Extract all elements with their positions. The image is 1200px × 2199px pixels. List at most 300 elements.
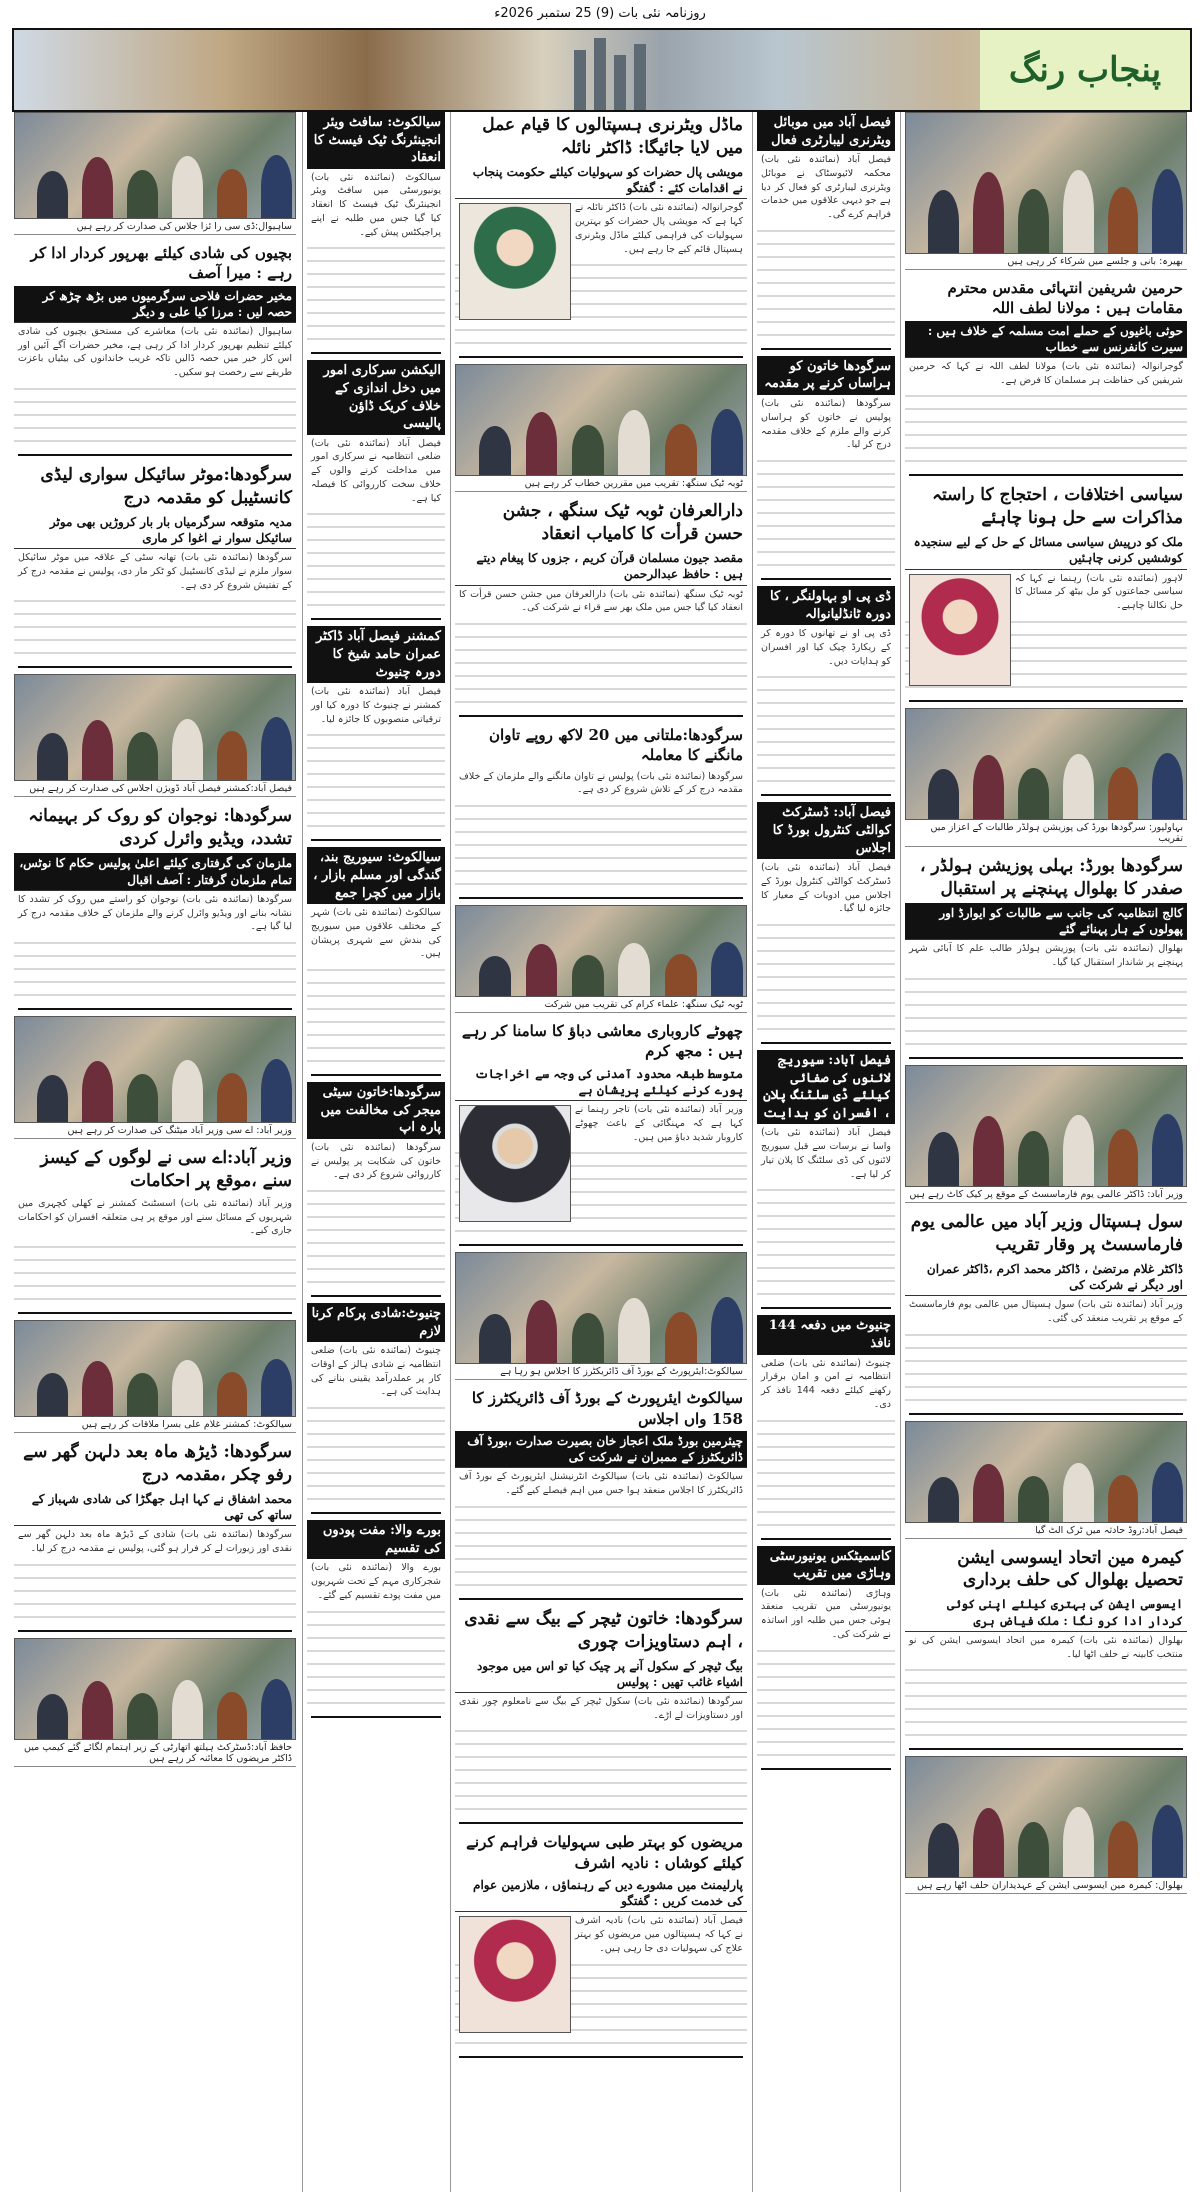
person-figure-icon [217, 1073, 248, 1122]
subheadline: ڈاکٹر غلام مرتضیٰ ، ڈاکٹر محمد اکرم ،ڈاکٹر عمران اور دیگر نے شرکت کی [905, 1259, 1187, 1296]
person-figure-icon [37, 1373, 68, 1416]
person-figure-icon [526, 412, 558, 476]
headline: مریضوں کو بہتر طبی سہولیات فراہم کرنے کیلئے کوشاں : نادیہ اشرف [466, 1833, 743, 1872]
article-body: وزیر آباد (نمائندہ نئی بات) سول ہسپتال میں عالمی یوم فارماسسٹ کے موقع پر تقریب منعقد کی گئی۔ [909, 1298, 1183, 1324]
article [307, 112, 445, 354]
person-figure-icon [479, 426, 511, 476]
headline: سیالکوٹ: سافٹ ویئر انجینئرنگ ٹیک فیسٹ کا انعقاد [307, 112, 445, 169]
portrait-photo [459, 1916, 571, 2033]
article-body: وہاڑی (نمائندہ نئی بات) یونیورسٹی میں تقریب منعقد ہوئی جس میں طلبہ اور اساتذہ نے شرکت کی۔ [761, 1587, 891, 1640]
person-figure-icon [82, 1061, 113, 1122]
headline: سیالکوٹ: سیوریج بند، گندگی اور مسلم بازار ، بازار میں کچرا جمع [307, 847, 445, 904]
divider [459, 1598, 743, 1600]
person-figure-icon [217, 1372, 248, 1417]
person-figure-icon [172, 1680, 203, 1739]
article [14, 803, 296, 1010]
divider [459, 1244, 743, 1246]
person-figure-icon [665, 424, 697, 476]
article-body-continued [757, 224, 895, 345]
article-body: چنیوٹ (نمائندہ نئی بات) ضلعی انتظامیہ نے امن و امان برقرار رکھنے کیلئے دفعہ 144 نافذ کر دی۔ [761, 1357, 891, 1410]
photo-block [455, 905, 747, 1013]
article-body-continued [455, 617, 747, 712]
photo-caption: بھیرہ: بانی و جلسے میں شرکاء کر رہی ہیں [905, 254, 1187, 270]
person-figure-icon [572, 955, 604, 996]
article [905, 482, 1187, 702]
article [14, 241, 296, 456]
article-body: ساہیوال (نمائندہ نئی بات) معاشرے کی مستحق بچیوں کی شادی کیلئے تنظیم بھرپور کردار ادا کر رہی ہے، مخیر حضرات آگے آئیں اور اس کار خیر میں حصہ ڈالیں تاکہ غریب خاندانوں کی بیٹیاں باعزت طریقے سے رخصت ہو سکیں۔ [18, 325, 292, 379]
person-figure-icon [1108, 1129, 1139, 1185]
article-body: سیالکوٹ (نمائندہ نئی بات) سیالکوٹ انٹرنیشنل ایئرپورٹ کے بورڈ آف ڈائریکٹرز کا اجلاس منعقد ہوا جس میں اہم فیصلے کیے گئے۔ [459, 1471, 743, 1496]
person-figure-icon [217, 731, 248, 780]
masthead-banner [12, 28, 1192, 112]
person-figure-icon [217, 169, 248, 218]
person-figure-icon [973, 172, 1004, 253]
person-figure-icon [1018, 1131, 1049, 1186]
headline: ماڈل ویٹرنری ہسپتالوں کا قیام عمل میں لایا جائیگا: ڈاکٹر نائلہ [482, 115, 743, 158]
photo-block [14, 112, 296, 235]
photo-block [905, 708, 1187, 847]
person-figure-icon [973, 1116, 1004, 1186]
person-figure-icon [1063, 1463, 1094, 1522]
article [455, 112, 747, 358]
article [455, 1606, 747, 1825]
news-photo [14, 1638, 296, 1740]
article-body-continued [757, 1183, 895, 1304]
divider [311, 1716, 441, 1718]
person-figure-icon [172, 1360, 203, 1416]
silo-icon [574, 50, 586, 110]
person-figure-icon [1018, 189, 1049, 253]
person-figure-icon [1063, 1115, 1094, 1186]
person-figure-icon [127, 1074, 158, 1122]
article-body: سرگودھا (نمائندہ نئی بات) پولیس نے تاوان مانگنے والے ملزمان کے خلاف مقدمہ درج کر کے تلاش شروع کر دی ہے۔ [459, 770, 743, 796]
photo-caption: حافظ آباد:ڈسٹرکٹ ہیلتھ اتھارٹی کے زیر اہتمام لگائے گئے کیمپ میں ڈاکٹر مریضوں کا معائنہ کر رہے ہیں [14, 1740, 296, 1767]
photo-block [905, 112, 1187, 270]
person-figure-icon [1108, 187, 1139, 253]
news-photo [14, 1016, 296, 1123]
person-figure-icon [711, 409, 743, 475]
article [905, 1209, 1187, 1415]
person-figure-icon [1018, 768, 1049, 819]
divider [18, 1312, 292, 1314]
article [14, 1145, 296, 1314]
headline: کاسمیٹکس یونیورسٹی وہاڑی میں تقریب [757, 1546, 895, 1585]
headline: سرگودھا: خاتون ٹیچر کے بیگ سے نقدی ، اہم دستاویزات چوری [464, 1608, 743, 1652]
divider [909, 1057, 1183, 1059]
article-body: سیالکوٹ (نمائندہ نئی بات) شہر کے مختلف علاقوں میں سیوریج کی بندش سے شہری پریشان ہیں۔ [311, 907, 441, 960]
article-body-continued [14, 1558, 296, 1627]
photo-block [905, 1756, 1187, 1894]
headline: فیصل آباد: سیوریج لائنوں کی صفائی کیلئے ڈی سلٹنگ پلان ، افسران کو ہدایت [757, 1050, 895, 1124]
divider [459, 1822, 743, 1824]
divider [459, 356, 743, 358]
article [757, 1315, 895, 1539]
person-figure-icon [1152, 169, 1183, 253]
divider [18, 1630, 292, 1632]
person-figure-icon [37, 171, 68, 218]
divider [311, 839, 441, 841]
photo-caption: بھلوال: کیمرہ مین ایسوسی ایشن کے عہدیداران حلف اٹھا رہے ہیں [905, 1878, 1187, 1894]
divider [909, 1413, 1183, 1415]
article-body-continued [455, 1500, 747, 1595]
news-photo [455, 1252, 747, 1364]
divider [459, 2056, 743, 2058]
photo-caption: سیالکوٹ: کمشنر غلام علی بسرا ملاقات کر رہے ہیں [14, 1417, 296, 1433]
headline: کمشنر فیصل آباد ڈاکٹر عمران حامد شیخ کا دورہ چنیوٹ [307, 626, 445, 683]
photo-caption: ٹوبہ ٹیک سنگھ: علماء کرام کی تقریب میں شرکت [455, 997, 747, 1013]
subheadline: چیئرمین بورڈ ملک اعجاز خان بصیرت صدارت ،بورڈ آف ڈائریکٹرز کے ممبران نے شرکت کی [455, 1431, 747, 1468]
silo-icon [634, 44, 646, 110]
article-body: بھلوال (نمائندہ نئی بات) پوزیشن ہولڈر طالب علم کا آبائی شہر پہنچنے پر شاندار استقبال کیا گیا۔ [909, 943, 1183, 968]
person-figure-icon [526, 1300, 558, 1364]
article-body: گوجرانوالہ (نمائندہ نئی بات) مولانا لطف اللہ نے کہا کہ حرمین شریفین کی حفاظت ہر مسلمان کا فرض ہے۔ [909, 360, 1183, 386]
person-figure-icon [1108, 767, 1139, 819]
article-body-continued [757, 918, 895, 1039]
person-figure-icon [618, 943, 650, 996]
divider [909, 700, 1183, 702]
article [455, 1019, 747, 1246]
person-figure-icon [261, 1059, 292, 1122]
headline: سیالکوٹ ایئرپورٹ کے بورڈ آف ڈائریکٹرز کا 158 واں اجلاس [471, 1389, 743, 1428]
photo-caption: ٹوبہ ٹیک سنگھ: تقریب میں مقررین خطاب کر رہے ہیں [455, 476, 747, 492]
headline: سرگودھا:ملتانی میں 20 لاکھ روپے تاوان مانگنے کا معاملہ [489, 726, 743, 765]
article-body-continued [757, 1644, 895, 1765]
article-body-continued [14, 382, 296, 451]
person-figure-icon [618, 410, 650, 475]
subheadline: مویشی پال حضرات کو سہولیات کیلئے حکومت پنجاب نے اقدامات کئے : گفتگو [455, 162, 747, 199]
column-3 [450, 112, 751, 2192]
person-figure-icon [479, 1314, 511, 1364]
subheadline: ملزمان کی گرفتاری کیلئے اعلیٰ پولیس حکام کا نوٹس، تمام ملزمان گرفتار : آصف اقبال [14, 853, 296, 890]
article-body-continued [455, 1724, 747, 1819]
article-body: فیصل آباد (نمائندہ نئی بات) نادیہ اشرف نے کہا کہ ہسپتالوں میں مریضوں کو بہتر علاج کی سہولیات دی جا رہی ہیں۔ [575, 1915, 743, 1954]
article [455, 1386, 747, 1599]
article [905, 853, 1187, 1059]
article-body-continued [757, 1414, 895, 1535]
article-body: فیصل آباد (نمائندہ نئی بات) کمشنر نے چنیوٹ کا دورہ کیا اور ترقیاتی منصوبوں کا جائزہ لیا۔ [311, 686, 441, 725]
person-figure-icon [127, 170, 158, 218]
headline: سرگودھا بورڈ: بہلی پوزیشن ہولڈر ، صفدر کا بھلوال پہنچنے پر استقبال [920, 855, 1183, 899]
article [757, 112, 895, 350]
divider [311, 1512, 441, 1514]
person-figure-icon [172, 156, 203, 218]
news-photo [455, 905, 747, 997]
person-figure-icon [711, 942, 743, 996]
photo-caption: ساہیوال:ڈی سی را ئزا جلاس کی صدارت کر رہے ہیں [14, 219, 296, 235]
headline: فیصل آباد: ڈسٹرکٹ کوالٹی کنٹرول بورڈ کا اجلاس [757, 802, 895, 859]
divider [761, 1538, 891, 1540]
photo-block [14, 1320, 296, 1433]
article [307, 1520, 445, 1717]
article [905, 1545, 1187, 1751]
person-figure-icon [572, 425, 604, 476]
news-photo [905, 1421, 1187, 1523]
person-figure-icon [127, 1693, 158, 1739]
article-body: وزیر آباد (نمائندہ نئی بات) تاجر رہنما نے کہا ہے کہ مہنگائی کے باعث چھوٹے کاروبار شدید دباؤ میں ہیں۔ [575, 1104, 743, 1143]
subheadline: حوثی باغیوں کے حملے امت مسلمہ کے خلاف ہیں : سیرت کانفرنس سے خطاب [905, 321, 1187, 358]
headline: دارالعرفان ٹوبہ ٹیک سنگھ ، جشن حسن قرأت کا کامیاب انعقاد [502, 501, 743, 545]
article-body-continued [307, 728, 445, 836]
article [307, 1082, 445, 1297]
divider [761, 1307, 891, 1309]
person-figure-icon [127, 732, 158, 780]
news-photo [14, 112, 296, 219]
portrait-photo [459, 203, 571, 320]
person-figure-icon [1152, 753, 1183, 819]
section-logo [980, 30, 1190, 110]
article [905, 276, 1187, 476]
headline: چنیوٹ میں دفعہ 144 نافذ [757, 1315, 895, 1354]
article [757, 1050, 895, 1309]
person-figure-icon [1018, 1822, 1049, 1877]
divider [459, 715, 743, 717]
headline: سیاسی اختلافات ، احتجاج کا راستہ مذاکرات سے حل ہونا چاہئے [932, 485, 1183, 529]
article [757, 802, 895, 1044]
article-body-continued [757, 454, 895, 575]
person-figure-icon [618, 1298, 650, 1363]
headline: وزیر آباد:اے سی نے لوگوں کے کیسز سنے ،موقع پر احکامات [40, 1148, 292, 1191]
news-photo [14, 1320, 296, 1417]
person-figure-icon [172, 1060, 203, 1122]
divider [761, 1768, 891, 1770]
person-figure-icon [479, 956, 511, 997]
article-body-continued [455, 799, 747, 894]
silo-icon [594, 38, 606, 110]
article-body: لاہور (نمائندہ نئی بات) رہنما نے کہا کہ سیاسی جماعتوں کو مل بیٹھ کر مسائل کا حل نکالنا چاہیے۔ [1015, 572, 1183, 612]
person-figure-icon [82, 720, 113, 781]
article [757, 356, 895, 580]
divider [909, 1748, 1183, 1750]
article-body-continued [14, 936, 296, 1005]
news-photo [14, 674, 296, 781]
article-body: گوجرانوالہ (نمائندہ نئی بات) ڈاکٹر نائلہ نے کہا ہے کہ مویشی پال حضرات کو بہترین سہولیات کی فراہمی کیلئے ماڈل ویٹرنری ہسپتال قائم کیے جا رہے ہیں۔ [575, 202, 743, 255]
article-body: سرگودھا (نمائندہ نئی بات) سکول ٹیچر کے بیگ سے نامعلوم چور نقدی اور دستاویزات لے اڑے۔ [459, 1695, 743, 1721]
column-5 [900, 112, 1191, 2192]
person-figure-icon [928, 769, 959, 819]
headline: سرگودھا خاتون کو ہراساں کرنے پر مقدمہ [757, 356, 895, 395]
photo-block [905, 1065, 1187, 1203]
photo-caption: فیصل آباد:روڈ حادثہ میں ٹرک الٹ گیا [905, 1523, 1187, 1539]
person-figure-icon [973, 1464, 1004, 1522]
headline: سول ہسپتال وزیر آباد میں عالمی یوم فارماسسٹ پر وقار تقریب [910, 1211, 1183, 1255]
headline: سرگودھا: نوجوان کو روک کر بہیمانہ تشدد، ویڈیو وائرل کردی [28, 806, 292, 850]
person-figure-icon [1063, 170, 1094, 253]
news-photo [455, 364, 747, 476]
person-figure-icon [1108, 1475, 1139, 1522]
article [14, 1439, 296, 1632]
divider [18, 454, 292, 456]
person-figure-icon [928, 1823, 959, 1877]
article-body: ڈی پی او نے تھانوں کا دورہ کر کے ریکارڈ چیک کیا اور افسران کو ہدایات دیں۔ [761, 628, 891, 667]
person-figure-icon [127, 1373, 158, 1417]
article-body: بھلوال (نمائندہ نئی بات) کیمرہ مین اتحاد ایسوسی ایشن کی نو منتخب کابینہ نے حلف اٹھا لیا۔ [909, 1634, 1183, 1660]
subheadline: متوسط طبقہ محدود آمدنی کی وجہ سے اخراجات پورے کرنے کیلئے پریشان ہے [455, 1064, 747, 1101]
photo-caption: بہاولپور: سرگودھا بورڈ کی پوزیشن ہولڈر طالبات کے اعزاز میں تقریب [905, 820, 1187, 847]
portrait-photo [909, 574, 1011, 686]
person-figure-icon [572, 1313, 604, 1364]
divider [459, 897, 743, 899]
person-figure-icon [1152, 1462, 1183, 1522]
headline: حرمین شریفین انتہائی مقدس محترم مقامات ہیں : مولانا لطف اللہ [947, 279, 1183, 318]
headline: چھوٹے کاروباری معاشی دباؤ کا سامنا کر رہے ہیں : مجھ کرم [461, 1022, 743, 1061]
article [307, 1303, 445, 1514]
person-figure-icon [973, 1808, 1004, 1878]
person-figure-icon [261, 1679, 292, 1739]
article-body-continued [307, 1184, 445, 1292]
photo-caption: وزیر آباد: ڈاکٹر عالمی یوم فارماسسٹ کے موقع پر کیک کاٹ رہے ہیں [905, 1187, 1187, 1203]
person-figure-icon [217, 1692, 248, 1739]
person-figure-icon [37, 1694, 68, 1739]
portrait-photo [459, 1105, 571, 1222]
column-4 [752, 112, 899, 2192]
news-photo [905, 1065, 1187, 1187]
person-figure-icon [973, 755, 1004, 819]
article-body: سرگودھا (نمائندہ نئی بات) تھانہ سٹی کے علاقہ میں موٹر سائیکل سوار ملزم نے لیڈی کانسٹیبل کو ٹکر مار دی، پولیس نے مقدمہ درج کر کے تفتیش شروع کر دی ہے۔ [18, 552, 292, 591]
headline: فیصل آباد میں موبائل ویٹرنری لیبارٹری فعال [757, 112, 895, 151]
article-body: فیصل آباد (نمائندہ نئی بات) ضلعی انتظامیہ نے سرکاری امور میں مداخلت کرنے والوں کے خلاف سخت کارروائی کا فیصلہ کیا ہے۔ [311, 437, 441, 504]
article-body-continued [905, 1328, 1187, 1410]
photo-caption: سیالکوٹ:ایئرپورٹ کے بورڈ آف ڈائریکٹرز کا اجلاس ہو رہا ہے [455, 1364, 747, 1380]
person-figure-icon [172, 719, 203, 781]
article-body-continued [307, 963, 445, 1071]
divider [761, 794, 891, 796]
person-figure-icon [1152, 1114, 1183, 1186]
article-body: سرگودھا (نمائندہ نئی بات) نوجوان کو راستے میں روک کر تشدد کا نشانہ بنانے اور ویڈیو وائرل کرنے والے ملزمان کے خلاف مقدمہ درج کر لیا گیا ہے۔ [18, 893, 292, 933]
article-body-continued [757, 670, 895, 791]
subheadline: بیگ ٹیچر کے سکول آنے پر چیک کیا تو اس میں موجود اشیاء غائب تھیں : پولیس [455, 1656, 747, 1693]
person-figure-icon [665, 954, 697, 996]
news-photo [905, 708, 1187, 820]
subheadline: ایسوسی ایشن کی بہتری کیلئے اپنی کوئی کردار ادا کرو نگا : ملک فیاض ہری [905, 1594, 1187, 1631]
headline: بچیوں کی شادی کیلئے بھرپور کردار ادا کر رہے : میرا آصف [30, 244, 292, 283]
divider [761, 578, 891, 580]
divider [909, 474, 1183, 476]
divider [311, 618, 441, 620]
silo-icon [614, 55, 626, 110]
article-body-continued [14, 1240, 296, 1309]
headline: سرگودھا:خاتون سیٹی میجر کی مخالفت میں پارہ اپ [307, 1082, 445, 1139]
photo-block [14, 1016, 296, 1139]
person-figure-icon [82, 157, 113, 218]
headline: چنیوٹ:شادی پرکام کرنا لازم [307, 1303, 445, 1342]
person-figure-icon [526, 944, 558, 996]
article-body: بورے والا (نمائندہ نئی بات) شجرکاری مہم کے تحت شہریوں میں مفت پودے تقسیم کیے گئے۔ [311, 1562, 441, 1601]
subheadline: مدیہ متوقعہ سرگرمیاں بار بار کروڑیں بھی موٹر سائیکل سوار نے اغوا کر ماری [14, 512, 296, 549]
subheadline: مخیر حضرات فلاحی سرگرمیوں میں بڑھ چڑھ کر حصہ لیں : مرزا کیا علی و دیگر [14, 286, 296, 323]
article-body: فیصل آباد (نمائندہ نئی بات) واسا نے برسات سے قبل سیوریج لائنوں کی ڈی سلٹنگ کا پلان تیار کر لیا ہے۔ [761, 1127, 891, 1180]
subheadline: کالج انتظامیہ کی جانب سے طالبات کو ایوارڈ اور پھولوں کے ہار پہنائے گئے [905, 903, 1187, 940]
divider [761, 1042, 891, 1044]
article-body-continued [307, 507, 445, 615]
article [455, 723, 747, 899]
article [307, 847, 445, 1076]
person-figure-icon [665, 1312, 697, 1364]
article [455, 1830, 747, 2057]
headline: الیکشن سرکاری امور میں دخل اندازی کے خلاف کریک ڈاؤن پالیسی [307, 360, 445, 434]
person-figure-icon [928, 1477, 959, 1522]
article [757, 586, 895, 796]
person-figure-icon [261, 1359, 292, 1416]
photo-block [455, 1252, 747, 1380]
photo-block [14, 674, 296, 797]
person-figure-icon [1063, 754, 1094, 819]
divider [311, 1295, 441, 1297]
divider [761, 348, 891, 350]
subheadline: محمد اشفاق نے کہا اہل جھگڑا کی شادی شہباز کے ساتھ کی تھی [14, 1489, 296, 1526]
divider [18, 666, 292, 668]
section-logo-text: پنجاب رنگ [1008, 50, 1162, 90]
person-figure-icon [928, 1132, 959, 1186]
subheadline: پارلیمنٹ میں مشورے دیں کے رہنماؤں ، ملازمین عوام کی خدمت کریں : گفتگو [455, 1875, 747, 1912]
article-body-continued [14, 594, 296, 663]
person-figure-icon [1152, 1805, 1183, 1877]
article-body: سرگودھا (نمائندہ نئی بات) شادی کے ڈیڑھ ماہ بعد دلہن گھر سے نقدی اور زیورات لے کر فرار ہو گئی، پولیس نے مقدمہ درج کر لیا۔ [18, 1529, 292, 1555]
news-photo [905, 1756, 1187, 1878]
person-figure-icon [82, 1361, 113, 1416]
person-figure-icon [928, 190, 959, 253]
divider [311, 1074, 441, 1076]
article-body: سیالکوٹ (نمائندہ نئی بات) یونیورسٹی میں سافٹ ویئر انجینئرنگ ٹیک فیسٹ کا انعقاد کیا گیا جس میں طلبہ نے اپنے پراجیکٹس پیش کیے۔ [311, 171, 441, 238]
article [455, 498, 747, 717]
person-figure-icon [37, 733, 68, 780]
article-body-continued [905, 1663, 1187, 1745]
article-body-continued [307, 1605, 445, 1713]
person-figure-icon [261, 155, 292, 218]
person-figure-icon [37, 1075, 68, 1122]
article-body-continued [905, 389, 1187, 471]
article-body: وزیر آباد (نمائندہ نئی بات) اسسٹنٹ کمشنر نے کھلی کچہری میں شہریوں کے مسائل سنے اور موقع پر ہی متعلقہ افسران کو احکامات جاری کیے۔ [18, 1197, 292, 1237]
news-photo [905, 112, 1187, 254]
headline: بورے والا: مفت پودوں کی تقسیم [307, 1520, 445, 1559]
photo-caption: وزیر آباد: اے سی وزیر آباد میٹنگ کی صدارت کر رہے ہیں [14, 1123, 296, 1139]
person-figure-icon [1108, 1821, 1139, 1877]
subheadline: ملک کو درپیش سیاسی مسائل کے حل کے لیے سنجیدہ کوششیں کرنی چاہئیں [905, 532, 1187, 569]
person-figure-icon [1018, 1476, 1049, 1522]
article-body: فیصل آباد (نمائندہ نئی بات) محکمہ لائیوسٹاک نے موبائل ویٹرنری لیبارٹری کو فعال کر دیا ہے جو دیہی علاقوں میں خدمات فراہم کرے گی۔ [761, 154, 891, 221]
photo-block [905, 1421, 1187, 1539]
article-body: ٹوبہ ٹیک سنگھ (نمائندہ نئی بات) دارالعرفان میں جشن حسن قرأت کا انعقاد کیا گیا جس میں ملک بھر سے قراء نے شرکت کی۔ [459, 588, 743, 614]
person-figure-icon [82, 1681, 113, 1739]
article [14, 462, 296, 669]
headline: کیمرہ مین اتحاد ایسوسی ایشن تحصیل بھلوال کی حلف برداری [957, 1547, 1183, 1591]
person-figure-icon [711, 1297, 743, 1363]
headline: سرگودھا: ڈیڑھ ماہ بعد دلہن گھر سے رفو چکر ،مقدمہ درج [23, 1442, 292, 1486]
photo-block [455, 364, 747, 492]
person-figure-icon [261, 717, 292, 780]
article-body: چنیوٹ (نمائندہ نئی بات) ضلعی انتظامیہ نے شادی ہالز کے اوقات کار پر عملدرآمد یقینی بنانے کی ہدایت کی ہے۔ [311, 1345, 441, 1398]
date-line: روزنامہ نئی بات (9) 25 ستمبر 2026ء [494, 6, 706, 21]
headline: سرگودھا:موٹر سائیکل سواری لیڈی کانسٹیبل کو مقدمہ درج [40, 464, 292, 508]
subheadline: مقصد جیون مسلمان قرآن کریم ، جزوں کا پیغام دیتے ہیں : حافظ عبدالرحمن [455, 548, 747, 585]
article-body: فیصل آباد (نمائندہ نئی بات) ڈسٹرکٹ کوالٹی کنٹرول بورڈ کے اجلاس میں ادویات کے معیار کا جائزہ لیا گیا۔ [761, 862, 891, 915]
article-body-continued [307, 1401, 445, 1509]
headline: ڈی پی او بہاولنگر ، کا دورہ ٹانڈلیانوالہ [757, 586, 895, 625]
article-body: سرگودھا (نمائندہ نئی بات) خاتون کی شکایت پر پولیس نے کارروائی شروع کر دی ہے۔ [311, 1141, 441, 1181]
article [307, 360, 445, 620]
photo-caption: فیصل آباد:کمشنر فیصل آباد ڈویژن اجلاس کی صدارت کر رہے ہیں [14, 781, 296, 797]
column-2 [302, 112, 449, 2192]
article [757, 1546, 895, 1770]
article-body-continued [905, 972, 1187, 1054]
divider [18, 1008, 292, 1010]
article [307, 626, 445, 841]
article-body: سرگودھا (نمائندہ نئی بات) پولیس نے خاتون کو ہراساں کرنے والے ملزم کے خلاف مقدمہ درج کر لیا۔ [761, 398, 891, 451]
divider [311, 352, 441, 354]
article-body-continued [307, 241, 445, 349]
person-figure-icon [1063, 1807, 1094, 1878]
photo-block [14, 1638, 296, 1767]
column-1 [10, 112, 300, 2192]
